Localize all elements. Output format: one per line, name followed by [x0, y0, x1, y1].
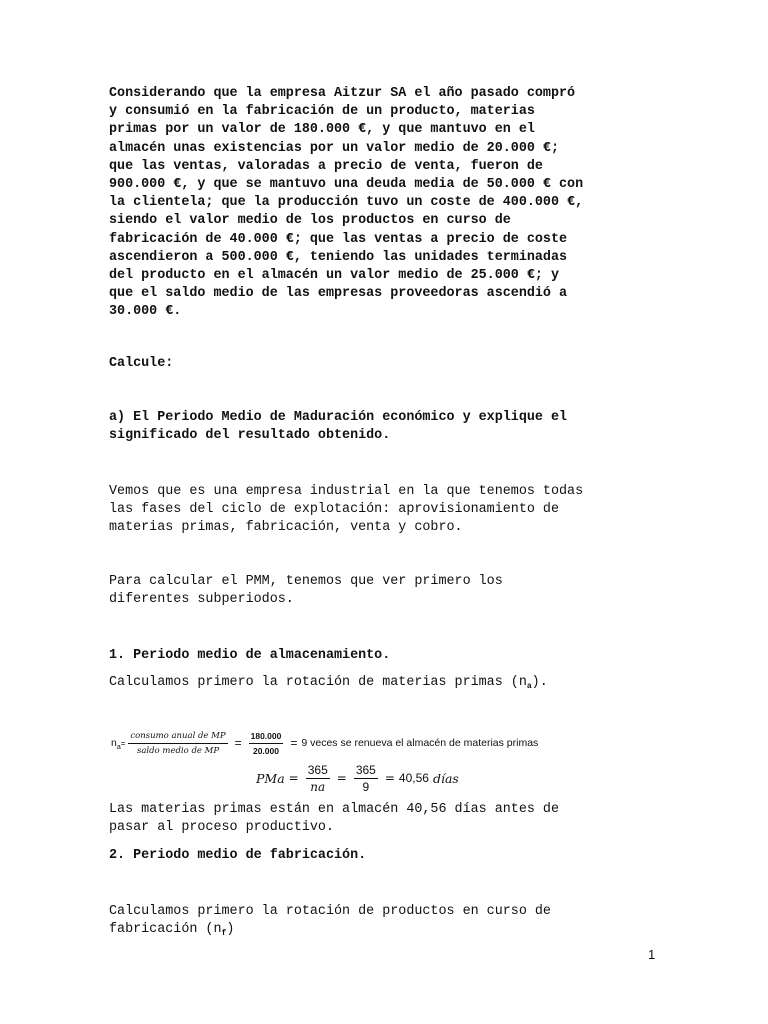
fraction-365-na — [306, 763, 330, 794]
text-line: fabricación de 40.000 €; que las ventas a precio de coste — [109, 231, 568, 247]
fraction-numerator: 180.000 — [249, 730, 284, 744]
text-line: del producto en el almacén un valor medio de 25.000 €; y — [109, 268, 559, 284]
formula-result: 9 veces se renueva el almacén de materias primas — [301, 737, 539, 749]
fraction-denominator: 9 — [362, 779, 370, 794]
formula-result: 40,56 — [398, 771, 429, 785]
text-line: almacén unas existencias por un valor medio de 20.000 €; — [109, 140, 559, 156]
formula-eq: = — [234, 736, 242, 750]
text-line: Calculamos primero la rotación de productos en curso de — [109, 904, 551, 919]
paragraph-industrial — [109, 483, 679, 538]
fraction-denominator: 20.000 — [252, 745, 279, 756]
text-line: Para calcular el PMM, tenemos que ver primero los — [109, 574, 503, 589]
paragraph-materias-almacen — [109, 801, 679, 837]
page-number: 1 — [648, 947, 656, 962]
heading-almacenamiento: 1. Periodo medio de almacenamiento. — [109, 648, 391, 663]
fraction-consumo-saldo — [128, 730, 227, 757]
formula-lhs: PMa — [256, 770, 285, 786]
text-line: las fases del ciclo de explotación: aprovisionamiento de — [109, 502, 559, 518]
formula-lhs: $n_a$ — [111, 737, 121, 751]
fraction-denominator: saldo medio de MP — [136, 745, 220, 756]
subscript-a: a — [526, 682, 532, 691]
text-line: Las materias primas están en almacén 40,56 días antes de — [109, 802, 559, 817]
problem-statement — [109, 85, 679, 322]
heading-fabricacion: 2. Periodo medio de fabricación. — [109, 848, 367, 863]
formula-unit: días — [432, 770, 459, 786]
text-line: 900.000 €, y que se mantuvo una deuda media de 50.000 € con — [109, 177, 584, 193]
text-line: diferentes subperiodos. — [109, 592, 294, 608]
text-line: que el saldo medio de las empresas proveedoras ascendió a — [109, 286, 568, 302]
paragraph-rotacion-curso: Calculamos primero la rotación de productos en curso de fabricación $(n_f)$ — [109, 904, 551, 939]
formula-eq: = — [384, 771, 395, 785]
text-line: Considerando que la empresa Aitzur SA el año pasado compró — [109, 86, 576, 101]
subscript-f: f — [221, 929, 227, 939]
text-line: primas por un valor de 180.000 €, y que mantuvo en el — [109, 122, 535, 138]
text-line: a) El Periodo Medio de Maduración económico y explique el — [109, 410, 568, 425]
formula-eq: = — [120, 738, 126, 748]
text-line: la clientela; que la producción tuvo un coste de 400.000 €, — [109, 195, 584, 211]
formula-eq: = — [336, 771, 347, 785]
fraction-values — [249, 730, 284, 757]
text-line: siendo el valor medio de los productos en curso de — [109, 213, 511, 229]
text-line: 30.000 €. — [109, 304, 182, 320]
text-line: Vemos que es una empresa industrial en la que tenemos todas — [109, 484, 584, 499]
fraction-365-9 — [354, 763, 378, 794]
formula-rotacion-mp — [111, 726, 671, 760]
formula-eq: = — [290, 736, 298, 750]
text-line: y consumió en la fabricación de un producto, materias — [109, 104, 535, 120]
text-line: ascendieron a 500.000 €, teniendo las unidades terminadas — [109, 249, 568, 265]
fraction-numerator: consumo anual de MP — [128, 730, 227, 744]
formula-eq: = — [288, 771, 299, 785]
paragraph-rotacion-mp: Calculamos primero la rotación de materias primas $(n_a)$. — [109, 675, 548, 691]
formula-pma — [256, 760, 459, 796]
fraction-numerator: 365 — [355, 762, 376, 777]
text-line: materias primas, fabricación, venta y cobro. — [109, 520, 463, 536]
text-line: significado del resultado obtenido. — [109, 428, 391, 444]
question-a — [109, 409, 679, 445]
text-line: que las ventas, valoradas a precio de venta, fueron de — [109, 158, 543, 174]
paragraph-pmm — [109, 573, 679, 609]
fraction-denominator: na — [310, 779, 326, 794]
fraction-numerator: 365 — [307, 762, 328, 777]
text-line: pasar al proceso productivo. — [109, 820, 334, 836]
calcule-label: Calcule: — [109, 356, 174, 371]
